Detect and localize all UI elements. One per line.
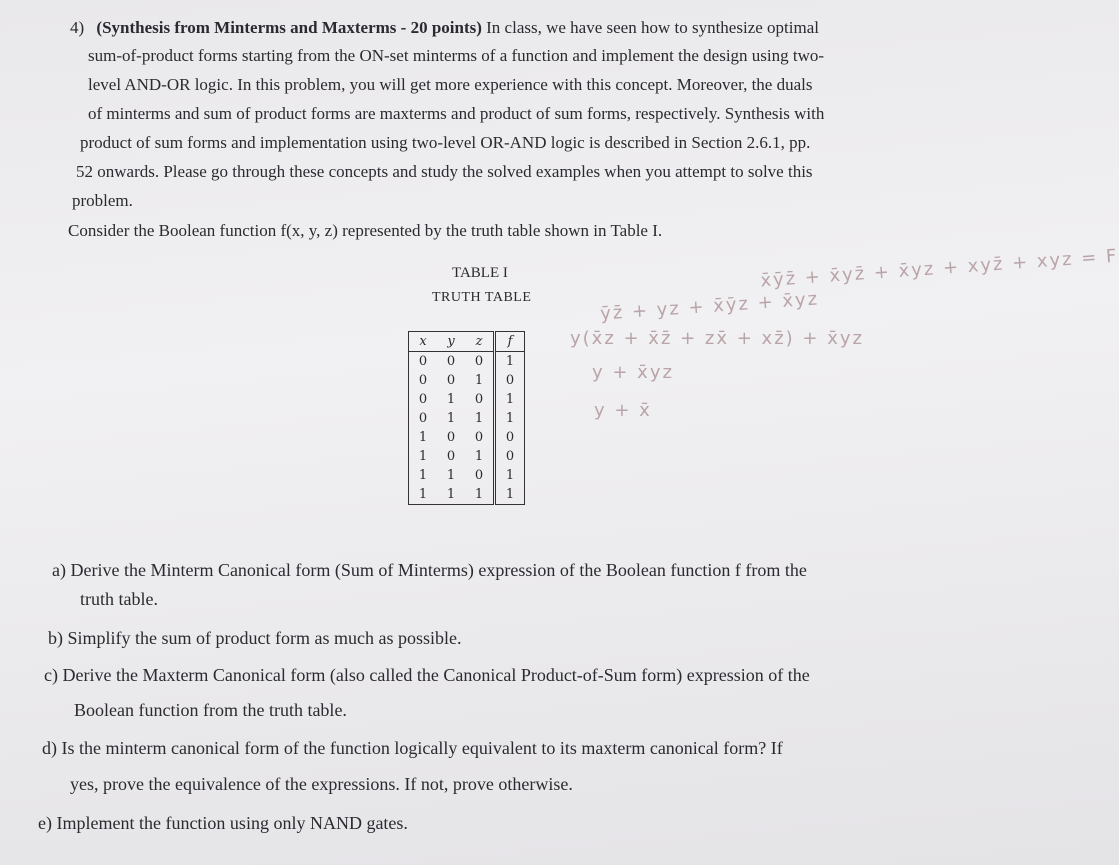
cell-y: 0 (446, 430, 456, 445)
table-row (409, 485, 525, 505)
col-header-x: x (409, 332, 438, 352)
cell-y: 1 (446, 468, 456, 483)
question-d (42, 738, 783, 759)
question-d-line-0: Is the minterm canonical form of the function logically equivalent to its maxterm canonical form? If (61, 738, 783, 758)
cell-f: 1 (505, 354, 515, 369)
cell-x: 0 (418, 411, 428, 426)
cell-z: 1 (465, 371, 495, 390)
cell-z: 0 (465, 352, 495, 372)
handwritten-note-1: x̄ȳz̄ + x̄yz̄ + x̄yz + xyz̄ + xyz = F (759, 245, 1119, 292)
cell-f: 1 (505, 468, 515, 483)
problem-line-6: problem. (72, 191, 133, 210)
question-e-label: e) (38, 813, 52, 833)
cell-x: 1 (418, 487, 428, 502)
handwritten-note-2: ȳz̄ + yz + x̄ȳz + x̄yz (599, 288, 820, 325)
cell-z: 1 (465, 409, 495, 428)
table-row (409, 447, 525, 466)
problem-heading (70, 18, 819, 38)
table-row (409, 409, 525, 428)
problem-line-3: of minterms and sum of product forms are maxterms and product of sum forms, respectively. Synthesis with (88, 104, 825, 123)
cell-z: 1 (465, 447, 495, 466)
cell-y: 1 (446, 487, 456, 502)
question-b-line-0: Simplify the sum of product form as much as possible. (67, 628, 462, 648)
problem-line-1: sum-of-product forms starting from the ON-set minterms of a function and implement the design using two- (88, 46, 825, 65)
table-row (409, 352, 525, 372)
question-c-line-0: Derive the Maxterm Canonical form (also called the Canonical Product-of-Sum form) expression of the (62, 665, 810, 685)
handwritten-note-3: y(x̄z + x̄z̄ + zx̄ + xz̄) + x̄yz (570, 328, 864, 349)
problem-line-2: level AND-OR logic. In this problem, you will get more experience with this concept. Moreover, the duals (88, 75, 813, 94)
question-a-line-1: truth table. (80, 589, 158, 609)
table-row (409, 428, 525, 447)
cell-x: 1 (418, 449, 428, 464)
question-e-line-0: Implement the function using only NAND gates. (56, 813, 408, 833)
question-d-label: d) (42, 738, 57, 758)
problem-number: 4) (70, 18, 85, 37)
col-header-z: z (465, 332, 495, 352)
cell-f: 0 (505, 373, 515, 388)
question-c-label: c) (44, 665, 58, 685)
problem-title: (Synthesis from Minterms and Maxterms - 20 points) (96, 18, 482, 37)
handwritten-note-5: y + x̄ (594, 400, 652, 421)
col-header-y: y (437, 332, 465, 352)
problem-line-5: 52 onwards. Please go through these concepts and study the solved examples when you attempt to solve this (76, 162, 813, 181)
table-row (409, 371, 525, 390)
cell-f: 1 (505, 487, 515, 502)
table-row (409, 390, 525, 409)
problem-line-7: Consider the Boolean function f(x, y, z) represented by the truth table shown in Table I. (68, 221, 663, 240)
cell-y: 1 (446, 392, 456, 407)
table-subtitle: TRUTH TABLE (432, 290, 532, 305)
truth-table-header-row (409, 332, 525, 352)
cell-x: 0 (418, 392, 428, 407)
cell-f: 0 (505, 449, 515, 464)
cell-y: 0 (446, 449, 456, 464)
question-d-line-1: yes, prove the equivalence of the expressions. If not, prove otherwise. (70, 774, 573, 794)
question-a-label: a) (52, 560, 66, 580)
handwritten-note-4: y + x̄yz (592, 362, 674, 383)
question-a-line-0: Derive the Minterm Canonical form (Sum of Minterms) expression of the Boolean function f from the (70, 560, 807, 580)
cell-x: 1 (418, 468, 428, 483)
cell-z: 1 (465, 485, 495, 505)
cell-z: 0 (465, 466, 495, 485)
cell-y: 0 (446, 373, 456, 388)
cell-y: 0 (446, 354, 456, 369)
question-c (44, 665, 810, 686)
cell-x: 1 (418, 430, 428, 445)
table-title: TABLE I (452, 265, 508, 281)
cell-x: 0 (418, 354, 428, 369)
table-row (409, 466, 525, 485)
problem-line-4: product of sum forms and implementation using two-level OR-AND logic is described in Section 2.6.1, pp. (80, 133, 811, 152)
cell-x: 0 (418, 373, 428, 388)
cell-z: 0 (465, 428, 495, 447)
cell-f: 0 (505, 430, 515, 445)
cell-f: 1 (505, 411, 515, 426)
question-a (52, 560, 807, 581)
truth-table-body (409, 352, 525, 505)
truth-table (408, 331, 525, 505)
question-b (48, 628, 461, 649)
question-b-label: b) (48, 628, 63, 648)
cell-y: 1 (446, 411, 456, 426)
problem-line-0: In class, we have seen how to synthesize optimal (486, 18, 819, 37)
col-header-f: f (495, 332, 525, 352)
question-e (38, 813, 408, 834)
cell-z: 0 (465, 390, 495, 409)
cell-f: 1 (505, 392, 515, 407)
question-c-line-1: Boolean function from the truth table. (74, 700, 347, 720)
